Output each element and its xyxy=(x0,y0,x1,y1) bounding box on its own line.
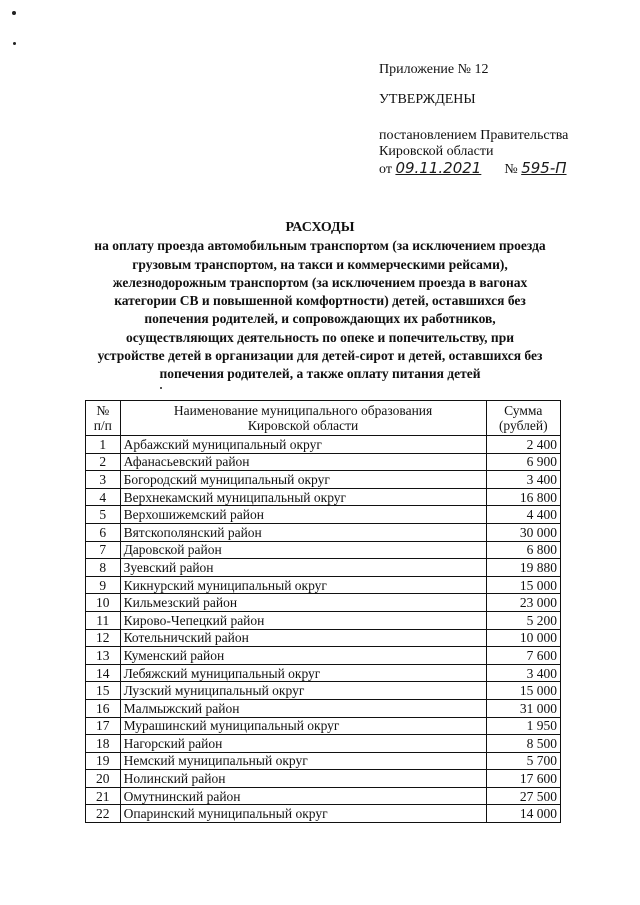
row-sum: 16 800 xyxy=(486,488,561,506)
row-municipality: Нолинский район xyxy=(120,770,486,788)
table-row xyxy=(86,523,561,541)
row-sum: 5 200 xyxy=(486,611,561,629)
decree-line-2: Кировской области xyxy=(379,144,494,159)
table-row xyxy=(86,787,561,805)
row-municipality: Верхнекамский муниципальный округ xyxy=(120,488,486,506)
row-municipality: Лебяжский муниципальный округ xyxy=(120,664,486,682)
table-row xyxy=(86,752,561,770)
table-row xyxy=(86,488,561,506)
decree-line-1: постановлением Правительства xyxy=(379,128,569,143)
table-row xyxy=(86,805,561,823)
table-row xyxy=(86,594,561,612)
row-sum: 1 950 xyxy=(486,717,561,735)
scan-speck-top xyxy=(12,11,16,15)
title-line: осуществляющих деятельность по опеке и попечительству, при xyxy=(126,329,514,345)
row-number: 4 xyxy=(86,488,121,506)
table-row xyxy=(86,611,561,629)
header-sum xyxy=(486,401,561,436)
row-number: 1 xyxy=(86,436,121,454)
row-sum: 15 000 xyxy=(486,576,561,594)
row-sum: 2 400 xyxy=(486,436,561,454)
table-row xyxy=(86,559,561,577)
row-number: 2 xyxy=(86,453,121,471)
row-sum: 4 400 xyxy=(486,506,561,524)
title-line: на оплату проезда автомобильным транспортом (за исключением проезда xyxy=(94,238,546,254)
row-number: 8 xyxy=(86,559,121,577)
row-municipality: Кирово-Чепецкий район xyxy=(120,611,486,629)
row-municipality: Кильмезский район xyxy=(120,594,486,612)
row-sum: 19 880 xyxy=(486,559,561,577)
row-municipality: Даровской район xyxy=(120,541,486,559)
row-municipality: Лузский муниципальный округ xyxy=(120,682,486,700)
title-line: категории СВ и повышенной комфортности) детей, оставшихся без xyxy=(114,293,526,309)
scan-speck-second xyxy=(13,42,16,45)
row-number: 15 xyxy=(86,682,121,700)
scan-speck-mid xyxy=(160,387,162,389)
table-row xyxy=(86,471,561,489)
row-sum: 7 600 xyxy=(486,647,561,665)
table-row xyxy=(86,770,561,788)
header-number-line1: № xyxy=(96,403,110,418)
title-line: попечения родителей, и сопровождающих их работников, xyxy=(144,311,496,327)
title-line: железнодорожным транспортом (за исключением проезда в вагонах xyxy=(112,274,528,290)
table-row xyxy=(86,453,561,471)
row-number: 13 xyxy=(86,647,121,665)
approved-label: УТВЕРЖДЕНЫ xyxy=(379,92,476,107)
row-number: 20 xyxy=(86,770,121,788)
decree-date-line xyxy=(379,160,568,178)
table-row xyxy=(86,541,561,559)
row-number: 17 xyxy=(86,717,121,735)
row-number: 12 xyxy=(86,629,121,647)
row-municipality: Котельничский район xyxy=(120,629,486,647)
handwritten-date: 09.11.2021 xyxy=(395,159,482,177)
row-sum: 6 900 xyxy=(486,453,561,471)
row-municipality: Верхошижемский район xyxy=(120,506,486,524)
row-municipality: Куменский район xyxy=(120,647,486,665)
row-number: 22 xyxy=(86,805,121,823)
row-number: 5 xyxy=(86,506,121,524)
row-municipality: Мурашинский муниципальный округ xyxy=(120,717,486,735)
row-municipality: Нагорский район xyxy=(120,735,486,753)
row-sum: 17 600 xyxy=(486,770,561,788)
row-municipality: Зуевский район xyxy=(120,559,486,577)
row-number: 19 xyxy=(86,752,121,770)
row-sum: 14 000 xyxy=(486,805,561,823)
row-sum: 15 000 xyxy=(486,682,561,700)
row-number: 3 xyxy=(86,471,121,489)
row-sum: 5 700 xyxy=(486,752,561,770)
header-sum-line2: (рублей) xyxy=(498,418,548,433)
approval-stamp-block xyxy=(379,62,568,178)
header-sum-line1: Сумма xyxy=(504,403,543,418)
row-sum: 8 500 xyxy=(486,735,561,753)
row-sum: 30 000 xyxy=(486,523,561,541)
title-line: грузовым транспортом, на такси и коммерческими рейсами), xyxy=(132,256,508,272)
row-sum: 23 000 xyxy=(486,594,561,612)
handwritten-number: 595-П xyxy=(521,159,567,177)
table-row xyxy=(86,735,561,753)
row-number: 16 xyxy=(86,699,121,717)
table-row xyxy=(86,717,561,735)
row-municipality: Опаринский муниципальный округ xyxy=(120,805,486,823)
row-municipality: Омутнинский район xyxy=(120,787,486,805)
header-number xyxy=(86,401,121,436)
row-municipality: Богородский муниципальный округ xyxy=(120,471,486,489)
row-number: 9 xyxy=(86,576,121,594)
header-municipality-line2: Кировской области xyxy=(247,418,359,433)
row-municipality: Арбажский муниципальный округ xyxy=(120,436,486,454)
row-sum: 27 500 xyxy=(486,787,561,805)
row-number: 18 xyxy=(86,735,121,753)
row-municipality: Малмыжский район xyxy=(120,699,486,717)
table-row xyxy=(86,664,561,682)
expenses-table xyxy=(85,400,561,823)
row-municipality: Афанасьевский район xyxy=(120,453,486,471)
table-row xyxy=(86,682,561,700)
row-number: 6 xyxy=(86,523,121,541)
row-sum: 10 000 xyxy=(486,629,561,647)
header-number-line2: п/п xyxy=(93,418,112,433)
row-municipality: Немский муниципальный округ xyxy=(120,752,486,770)
header-municipality-line1: Наименование муниципального образования xyxy=(173,403,433,418)
row-sum: 3 400 xyxy=(486,471,561,489)
table-row xyxy=(86,436,561,454)
table-header-row xyxy=(86,401,561,436)
appendix-number: Приложение № 12 xyxy=(379,62,489,77)
table-row xyxy=(86,647,561,665)
row-sum: 31 000 xyxy=(486,699,561,717)
table-row xyxy=(86,576,561,594)
row-sum: 6 800 xyxy=(486,541,561,559)
table-row xyxy=(86,699,561,717)
date-prefix: от xyxy=(379,162,392,177)
title-line: устройстве детей в организации для детей-сирот и детей, оставшихся без xyxy=(97,348,543,364)
row-municipality: Кикнурский муниципальный округ xyxy=(120,576,486,594)
table-row xyxy=(86,629,561,647)
row-number: 21 xyxy=(86,787,121,805)
number-prefix: № xyxy=(504,162,518,177)
table-row xyxy=(86,506,561,524)
row-number: 10 xyxy=(86,594,121,612)
title-line: попечения родителей, а также оплату питания детей xyxy=(159,366,481,382)
row-number: 7 xyxy=(86,541,121,559)
row-number: 14 xyxy=(86,664,121,682)
row-sum: 3 400 xyxy=(486,664,561,682)
row-municipality: Вятскополянский район xyxy=(120,523,486,541)
document-title xyxy=(70,219,570,384)
header-municipality xyxy=(120,401,486,436)
title-main: РАСХОДЫ xyxy=(285,220,355,235)
row-number: 11 xyxy=(86,611,121,629)
